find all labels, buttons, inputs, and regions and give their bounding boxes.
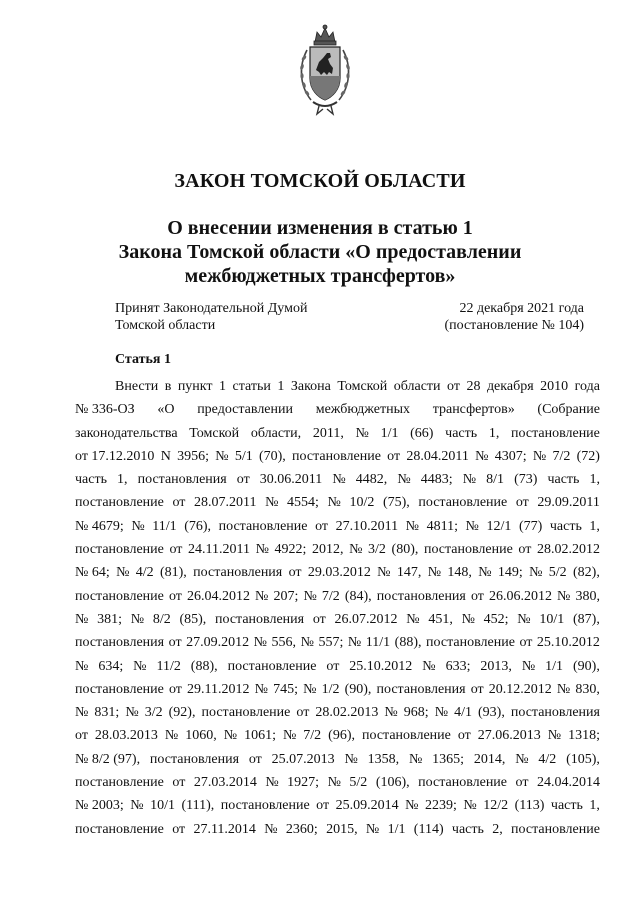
body-word: № <box>327 775 341 791</box>
body-line <box>75 491 600 514</box>
body-word: № <box>327 495 341 511</box>
body-word: предоставлении <box>197 402 293 418</box>
body-word: 831; <box>94 705 120 721</box>
body-word: постановления <box>215 611 305 627</box>
body-word: 2014, <box>473 751 506 767</box>
body-word: № <box>303 681 317 697</box>
body-word: № <box>462 472 477 488</box>
body-word: 149; <box>497 565 523 581</box>
body-word: от <box>519 635 533 651</box>
body-word: (77) <box>518 518 543 534</box>
body-word: 25.10.2012 <box>349 658 413 674</box>
body-word: № <box>405 798 419 814</box>
body-word: в <box>164 379 172 394</box>
body-word: 20.12.2012 <box>488 681 552 697</box>
body-word: 1, <box>589 472 600 488</box>
body-word: № <box>405 518 420 534</box>
body-word: 1, <box>488 425 500 441</box>
body-word: (88), <box>190 658 218 674</box>
body-word: постановление <box>292 448 381 464</box>
body-line <box>75 375 600 398</box>
body-word: постановление <box>75 495 164 511</box>
body-line <box>75 701 600 724</box>
body-word: пункт <box>177 379 213 394</box>
body-word: (96), <box>328 728 355 744</box>
subtitle-line: О внесении изменения в статью 1 <box>167 217 473 239</box>
body-word: 1 <box>277 379 285 394</box>
body-word: 4/2 <box>538 751 557 767</box>
body-word: № <box>478 565 492 581</box>
body-word: (82), <box>573 565 600 581</box>
body-word: от <box>75 728 88 744</box>
body-word: 25.09.2014 <box>335 798 399 814</box>
body-word: 1/1 <box>545 658 564 674</box>
body-word: № <box>255 588 269 604</box>
law-title: ЗАКОН ТОМСКОЙ ОБЛАСТИ <box>174 170 466 192</box>
body-word: 2239; <box>424 798 457 814</box>
body-word: № <box>133 658 147 674</box>
body-word: № <box>349 542 363 558</box>
body-word: 28 <box>466 379 481 394</box>
body-line <box>75 468 600 491</box>
body-word: 5/2 <box>548 565 567 581</box>
law-subtitle <box>0 216 640 288</box>
body-word: 968; <box>403 705 429 721</box>
body-word: от <box>316 798 330 814</box>
subtitle-line: Закона Томской области «О предоставлении <box>118 241 522 263</box>
adoption-date-line: 22 декабря 2021 года <box>459 301 584 316</box>
body-word: N <box>160 448 171 464</box>
body-word: (66) <box>410 425 434 441</box>
body-word: 3956; <box>177 448 209 464</box>
body-word: 1318; <box>568 728 600 744</box>
body-word: № <box>164 728 179 744</box>
body-word: № <box>282 728 297 744</box>
body-line <box>75 445 600 468</box>
body-word: декабря <box>486 379 534 394</box>
body-word: от <box>315 518 329 534</box>
body-line <box>75 818 600 841</box>
body-word: от <box>515 775 529 791</box>
body-word: (87), <box>573 611 600 627</box>
body-word: 4/1 <box>454 705 472 721</box>
body-word: (70), <box>258 448 286 464</box>
body-word: 28.02.2012 <box>536 542 600 558</box>
body-line <box>75 794 600 817</box>
body-word: № <box>75 611 89 627</box>
body-word: Томской <box>189 425 240 441</box>
body-word: № <box>384 705 398 721</box>
body-word: (Собрание <box>537 402 600 418</box>
body-word: 633; <box>445 658 471 674</box>
body-word: постановление <box>423 542 513 558</box>
body-word: 451, <box>428 611 453 627</box>
body-line <box>75 561 600 584</box>
body-line <box>75 748 600 771</box>
body-word: «О <box>157 402 175 418</box>
body-word: 634; <box>98 658 124 674</box>
body-word: от <box>296 705 310 721</box>
body-word: 29.11.2012 <box>187 681 250 697</box>
body-word: 1061; <box>244 728 276 744</box>
body-word: 2011, <box>312 425 344 441</box>
body-word: № <box>397 472 411 488</box>
body-word: постановление <box>218 518 308 534</box>
body-word: от <box>172 821 186 837</box>
body-word: 8/1 <box>486 472 504 488</box>
body-line <box>75 631 600 654</box>
body-word: № 64; <box>75 565 110 581</box>
body-word: 27.09.2012 <box>186 635 250 651</box>
body-word: № 336-ОЗ <box>75 402 135 418</box>
body-word: 207; <box>273 588 299 604</box>
body-word: № <box>131 518 145 534</box>
body-word: № <box>75 705 89 721</box>
body-line <box>75 515 600 538</box>
body-word: постановление <box>75 775 164 791</box>
body-word: (90), <box>573 658 600 674</box>
body-word: от <box>447 379 460 394</box>
body-word: постановление <box>418 775 508 791</box>
body-word: № <box>463 798 477 814</box>
body-word: 7/2 <box>303 728 322 744</box>
body-word: № <box>521 658 536 674</box>
body-word: (93), <box>478 705 505 721</box>
body-word: № <box>408 751 423 767</box>
body-word: 11/1 <box>152 518 177 534</box>
body-word: № 2003; <box>75 798 124 814</box>
body-line <box>75 585 600 608</box>
resolution-number: (постановление № 104) <box>444 318 584 333</box>
body-word: (81), <box>159 565 187 581</box>
body-word: № <box>265 495 279 511</box>
article-heading: Статья 1 <box>115 352 171 367</box>
body-word: 25.07.2013 <box>271 751 335 767</box>
body-word: № <box>215 448 229 464</box>
body-word: законодательства <box>75 425 178 441</box>
body-word: часть <box>550 798 583 814</box>
body-word: № <box>406 611 420 627</box>
body-word: от <box>457 728 471 744</box>
body-word: № <box>300 635 314 651</box>
body-word: 148, <box>447 565 472 581</box>
body-word: 7/2 <box>321 588 340 604</box>
body-line <box>75 422 600 445</box>
body-word: 452; <box>483 611 509 627</box>
body-word: от <box>236 472 250 488</box>
body-word: (75), <box>382 495 410 511</box>
body-word: 380, <box>575 588 600 604</box>
body-word: от <box>169 542 183 558</box>
body-word: часть <box>549 518 582 534</box>
body-word: (113) <box>514 798 545 814</box>
body-word: 28.04.2011 <box>406 448 469 464</box>
body-word: № <box>365 821 380 837</box>
body-word: 10/2 <box>349 495 375 511</box>
body-word: 12/2 <box>483 798 509 814</box>
body-word: 556, <box>271 635 297 651</box>
body-word: от <box>470 588 484 604</box>
body-word: № <box>434 705 449 721</box>
body-word: 27.03.2014 <box>193 775 257 791</box>
body-word: трансфертов» <box>432 402 515 418</box>
body-word: № <box>532 448 547 464</box>
body-word: 4307; <box>494 448 527 464</box>
body-word: постановление <box>511 425 600 441</box>
body-word: № <box>517 611 531 627</box>
body-word: (72) <box>576 448 600 464</box>
tomsk-oblast-coat-of-arms-icon <box>297 20 353 116</box>
body-word: 27.10.2011 <box>335 518 399 534</box>
body-word: от <box>168 681 182 697</box>
body-word: 1358, <box>367 751 400 767</box>
body-word: постановление <box>511 821 600 837</box>
body-word: постановление <box>227 658 317 674</box>
body-word: № <box>475 448 489 464</box>
body-word: 25.10.2012 <box>536 635 600 651</box>
body-word: 381; <box>97 611 122 627</box>
body-word: 11/2 <box>156 658 181 674</box>
body-word: № <box>254 681 268 697</box>
body-word: статьи <box>232 379 271 394</box>
body-word: 7/2 <box>552 448 571 464</box>
body-word: № <box>130 798 144 814</box>
body-line <box>75 538 600 561</box>
body-word: постановление <box>418 495 508 511</box>
body-word: 4483; <box>420 472 453 488</box>
adopted-by-line: Томской области <box>115 318 216 333</box>
body-word: 1/2 <box>321 681 340 697</box>
body-word: постановление <box>220 798 310 814</box>
body-word: 2, <box>492 821 503 837</box>
body-word: № <box>125 705 139 721</box>
body-word: 4/2 <box>135 565 154 581</box>
body-word: 1 <box>219 379 227 394</box>
body-word: № <box>461 611 475 627</box>
body-line <box>75 724 600 747</box>
body-word: 5/2 <box>349 775 368 791</box>
body-word: 26.07.2012 <box>334 611 398 627</box>
body-word: 1, <box>589 798 600 814</box>
body-word: 3/2 <box>144 705 163 721</box>
body-word: 10/1 <box>539 611 565 627</box>
body-line <box>75 771 600 794</box>
body-line <box>75 398 600 421</box>
body-word: 1, <box>117 472 128 488</box>
body-word: 4482, <box>355 472 388 488</box>
body-word: 1, <box>589 518 600 534</box>
body-word: от <box>168 635 182 651</box>
body-word: от <box>172 775 186 791</box>
body-word: 27.11.2014 <box>193 821 256 837</box>
body-word: от <box>387 448 401 464</box>
body-word: № 4679; <box>75 518 124 534</box>
body-word: постановления <box>75 635 165 651</box>
body-word: № <box>377 565 391 581</box>
body-word: 28.03.2013 <box>94 728 158 744</box>
adopted-by <box>115 300 307 334</box>
body-word: 1927; <box>287 775 320 791</box>
body-word: № <box>465 518 479 534</box>
body-word: 745; <box>273 681 298 697</box>
body-word: постановления <box>193 565 283 581</box>
body-word: № <box>332 472 346 488</box>
body-word: постановление <box>426 635 515 651</box>
body-word: 24.11.2011 <box>188 542 250 558</box>
body-word: от <box>168 588 182 604</box>
body-word: 1060, <box>185 728 217 744</box>
body-word: 3/2 <box>368 542 386 558</box>
body-word: 28.02.2013 <box>315 705 379 721</box>
body-word: от <box>288 565 302 581</box>
body-word: 26.04.2012 <box>186 588 250 604</box>
body-word: (114) <box>413 821 444 837</box>
body-word: 30.06.2011 <box>259 472 323 488</box>
body-word: года <box>574 379 600 394</box>
body-word: № <box>547 728 562 744</box>
body-word: № <box>556 681 571 697</box>
body-word: (111), <box>181 798 215 814</box>
body-line <box>75 608 600 631</box>
body-word: часть <box>451 821 484 837</box>
adopted-by-line: Принят Законодательной Думой <box>115 301 308 316</box>
body-word: постановление <box>75 821 164 837</box>
body-word: 2010 <box>540 379 569 394</box>
body-word: № <box>253 635 267 651</box>
body-word: часть <box>445 425 478 441</box>
body-word: № <box>116 565 130 581</box>
body-word: постановления <box>149 751 240 767</box>
body-word: постановления <box>137 472 227 488</box>
body-word: 1/1 <box>387 821 406 837</box>
body-word: (90), <box>344 681 372 697</box>
body-word: 2013, <box>480 658 512 674</box>
body-word: постановления <box>510 705 600 721</box>
body-word: Закона <box>290 379 331 394</box>
body-word: № <box>223 728 238 744</box>
body-word: (73) <box>514 472 538 488</box>
body-word: (84), <box>344 588 372 604</box>
body-word: № <box>422 658 436 674</box>
body-word: № <box>355 425 369 441</box>
body-word: 12/1 <box>486 518 512 534</box>
body-word: (88), <box>394 635 422 651</box>
body-word: 4554; <box>287 495 319 511</box>
body-line <box>75 655 600 678</box>
body-line <box>75 678 600 701</box>
adoption-date <box>444 300 584 334</box>
body-word: № <box>303 588 317 604</box>
body-word: № 8/2 (97), <box>75 751 141 767</box>
body-word: 8/2 <box>152 611 171 627</box>
body-word: № <box>515 751 529 767</box>
body-word: 557; <box>318 635 344 651</box>
body-word: межбюджетных <box>315 402 410 418</box>
body-word: (106), <box>375 775 410 791</box>
body-word: от <box>470 681 484 697</box>
body-word: часть <box>75 472 107 488</box>
body-word: постановления <box>376 588 466 604</box>
body-word: от <box>312 611 326 627</box>
body-word: от <box>326 658 340 674</box>
body-word: 1365; <box>432 751 465 767</box>
body-word: 26.06.2012 <box>488 588 552 604</box>
body-word: 2012, <box>312 542 344 558</box>
body-word: 2360; <box>285 821 318 837</box>
body-word: области, <box>250 425 302 441</box>
body-word: 10/1 <box>150 798 175 814</box>
body-word: 29.09.2011 <box>537 495 600 511</box>
body-word: (80), <box>391 542 419 558</box>
body-word: Томской <box>337 379 388 394</box>
body-word: 29.03.2012 <box>307 565 371 581</box>
body-word: от <box>172 495 186 511</box>
body-word: № <box>255 542 269 558</box>
body-word: № <box>344 751 358 767</box>
body-word: (92), <box>168 705 196 721</box>
body-word: № <box>264 821 278 837</box>
body-word: 28.07.2011 <box>194 495 257 511</box>
body-word: постановление <box>75 681 164 697</box>
body-word: 4811; <box>426 518 458 534</box>
body-word: постановление <box>361 728 451 744</box>
body-word: 4922; <box>274 542 307 558</box>
body-word: от <box>518 542 532 558</box>
body-word: Внести <box>115 379 159 394</box>
body-word: № <box>265 775 279 791</box>
body-word: № <box>529 565 543 581</box>
body-word: 830, <box>575 681 600 697</box>
body-word: № <box>427 565 442 581</box>
body-word: 27.06.2013 <box>477 728 541 744</box>
body-word: часть <box>547 472 580 488</box>
body-word: 5/1 <box>234 448 253 464</box>
body-word: (105), <box>566 751 600 767</box>
body-word: от <box>515 495 529 511</box>
body-word: 11/1 <box>365 635 391 651</box>
body-word: 1/1 <box>380 425 399 441</box>
body-word: от 17.12.2010 <box>75 448 155 464</box>
body-word: 147, <box>396 565 422 581</box>
body-word: (85), <box>179 611 207 627</box>
body-word: постановления <box>376 681 466 697</box>
body-word: постановление <box>75 588 164 604</box>
body-word: № <box>347 635 362 651</box>
body-word: 24.04.2014 <box>536 775 600 791</box>
body-word: области <box>393 379 441 394</box>
body-word: постановление <box>75 542 164 558</box>
body-word: № <box>557 588 571 604</box>
body-word: № <box>75 658 89 674</box>
subtitle-line: межбюджетных трансфертов» <box>184 265 456 287</box>
article-body <box>75 375 600 841</box>
body-word: постановление <box>201 705 291 721</box>
body-word: № <box>130 611 145 627</box>
body-word: (76), <box>184 518 212 534</box>
body-word: от <box>248 751 262 767</box>
body-word: 2015, <box>326 821 358 837</box>
